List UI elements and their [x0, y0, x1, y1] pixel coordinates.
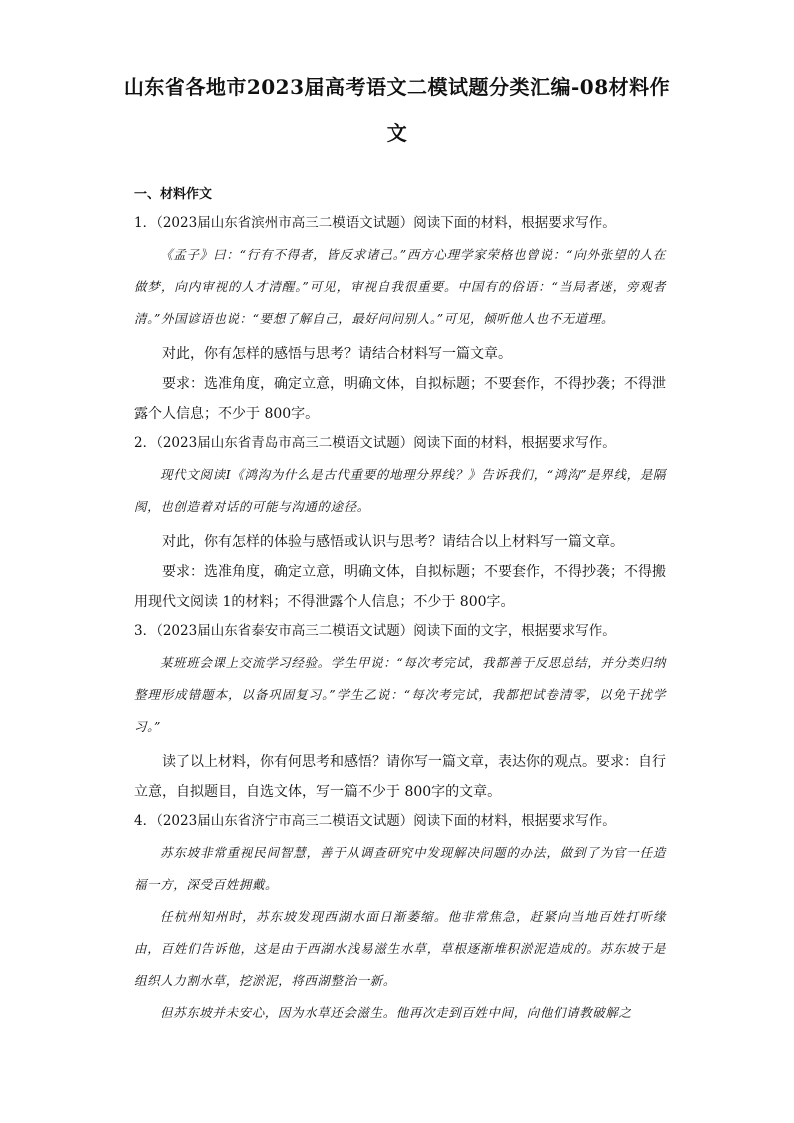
- question-4-material-3: 但苏东坡并未安心，因为水草还会滋生。他再次走到百姓中间，向他们请教破解之: [160, 1005, 632, 1020]
- question-4-material-1: 苏东坡非常重视民间智慧，善于从调查研究中发现解决问题的办法，做到了为官一任造福一方，深受百姓拥戴。: [134, 845, 666, 892]
- question-1-requirements: 要求：选准角度，确定立意，明确文体，自拟标题；不要套作，不得抄袭；不得泄露个人信息；不少于 800字。: [134, 376, 666, 422]
- question-3-prompt: 读了以上材料，你有何思考和感悟？请你写一篇文章，表达你的观点。要求：自行立意，自拟题目，自选文体，写一篇不少于 800字的文章。: [134, 754, 666, 800]
- question-1-prompt: 对此，你有怎样的感悟与思考？请结合材料写一篇文章。: [162, 346, 512, 362]
- section-heading: 一、材料作文: [134, 187, 213, 202]
- question-3-head: 3．（2023届山东省泰安市高三二模语文试题）阅读下面的文字，根据要求写作。: [134, 623, 616, 639]
- question-1-head: 1．（2023届山东省滨州市高三二模语文试题）阅读下面的材料，根据要求写作。: [134, 215, 616, 231]
- question-2-material: 现代文阅读Ⅰ《鸿沟为什么是古代重要的地理分界线？》告诉我们，“鸿沟”是界线，是隔阂，也创造着对话的可能与沟通的途径。: [134, 467, 666, 514]
- document-body: [134, 183, 666, 1029]
- question-3-material: 某班班会课上交流学习经验。学生甲说：“每次考完试，我都善于反思总结，并分类归纳整理形成错题本，以备巩固复习。”学生乙说：“每次考完试，我都把试卷清零，以免干扰学习。”: [134, 655, 666, 734]
- question-1-material: 《孟子》曰：“行有不得者，皆反求诸己。”西方心理学家荣格也曾说：“向外张望的人在做梦，向内审视的人才清醒。”可见，审视自我很重要。中国有的俗语：“当局者迷，旁观者清。”外国谚语也说：“要想了解自己，最好问问别人。”可见，倾听他人也不无道理。: [134, 247, 666, 326]
- question-2-requirements: 要求：选准角度，确定立意，明确文体，自拟标题；不要套作，不得抄袭；不得搬用现代文阅读 1的材料；不得泄露个人信息；不少于 800字。: [134, 564, 666, 610]
- question-2-prompt: 对此，你有怎样的体验与感悟或认识与思考？请结合以上材料写一篇文章。: [162, 534, 624, 550]
- question-4-material-2: 任杭州知州时，苏东坡发现西湖水面日渐萎缩。他非常焦急，赶紧向当地百姓打听缘由，百姓们告诉他，这是由于西湖水浅易滋生水草，草根逐渐堆积淤泥造成的。苏东坡于是组织人力割水草，挖淤泥，将西湖整治一新。: [134, 909, 666, 988]
- page-title: 山东省各地市2023届高考语文二模试题分类汇编-08材料作文: [123, 75, 671, 145]
- question-4-head: 4．（2023届山东省济宁市高三二模语文试题）阅读下面的材料，根据要求写作。: [134, 813, 616, 829]
- question-2-head: 2．（2023届山东省青岛市高三二模语文试题）阅读下面的材料，根据要求写作。: [134, 435, 616, 451]
